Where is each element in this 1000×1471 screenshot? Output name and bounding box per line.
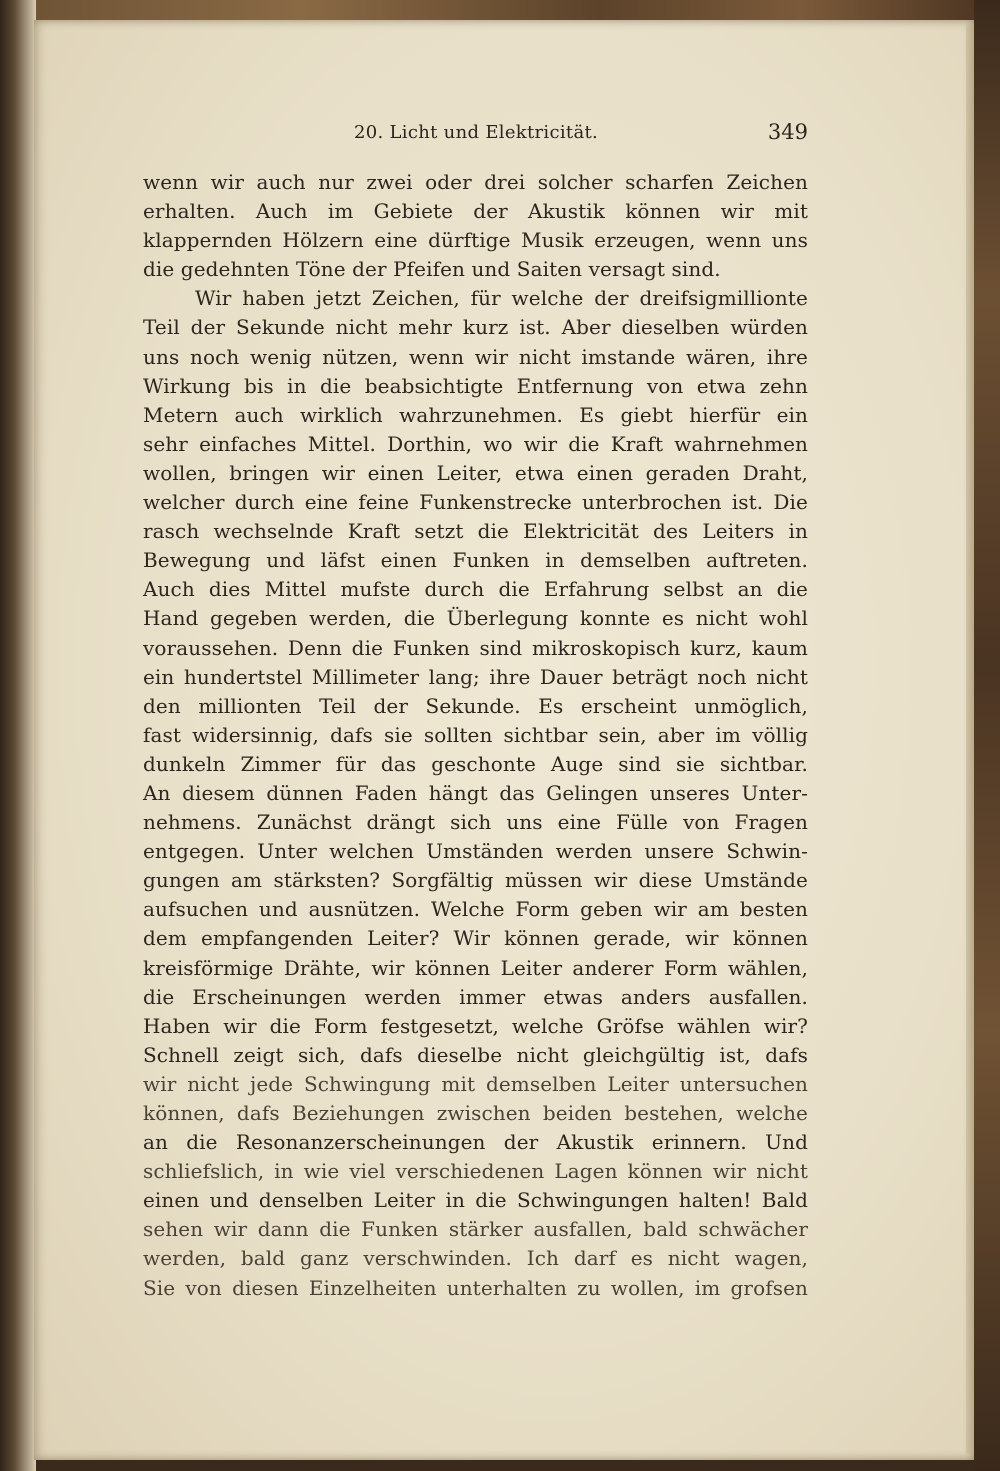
text-line: wollen, bringen wir einen Leiter, etwa einen geraden Draht, — [143, 460, 808, 485]
text-line: welcher durch eine feine Funkenstrecke unterbrochen ist. Die — [143, 490, 808, 515]
text-line: schliefslich, in wie viel verschiedenen Lagen können wir nicht — [143, 1159, 808, 1184]
text-line: dem empfangenden Leiter? Wir können gerade, wir können — [143, 926, 808, 951]
text-line: Auch dies Mittel mufste durch die Erfahrung selbst an die — [143, 577, 808, 602]
text-line: rasch wechselnde Kraft setzt die Elektricität des Leiters in — [143, 519, 808, 544]
text-line: gungen am stärksten? Sorgfältig müssen wir diese Umstände — [143, 868, 808, 893]
book-spine-left — [0, 0, 36, 1471]
text-line: an die Resonanzerscheinungen der Akustik erinnern. Und — [143, 1130, 808, 1155]
text-line: voraussehen. Denn die Funken sind mikroskopisch kurz, kaum — [143, 635, 808, 660]
text-line: sehr einfaches Mittel. Dorthin, wo wir die Kraft wahrnehmen — [143, 431, 808, 456]
text-line: können, dafs Beziehungen zwischen beiden bestehen, welche — [143, 1101, 808, 1125]
running-title: 20. Licht und Elektricität. — [354, 122, 599, 143]
page-number: 349 — [767, 120, 808, 144]
text-line: die Erscheinungen werden immer etwas anders ausfallen. — [143, 984, 808, 1009]
text-line: Hand gegeben werden, die Überlegung konnte es nicht wohl — [143, 606, 808, 631]
text-line: ein hundertstel Millimeter lang; ihre Dauer beträgt noch nicht — [143, 664, 808, 689]
running-head — [146, 118, 810, 148]
page-stack-edge — [966, 24, 974, 1454]
book-cover-edge-right — [974, 0, 1000, 1471]
text-line: An diesem dünnen Faden hängt das Gelingen unseres Unter- — [143, 780, 808, 805]
text-line: wir nicht jede Schwingung mit demselben Leiter untersuchen — [143, 1071, 808, 1096]
text-line: werden, bald ganz verschwinden. Ich darf es nicht wagen, — [143, 1246, 808, 1271]
text-line: kreisförmige Drähte, wir können Leiter anderer Form wählen, — [143, 955, 808, 980]
text-line: nehmens. Zunächst drängt sich uns eine Fülle von Fragen — [143, 810, 808, 835]
text-line: aufsuchen und ausnützen. Welche Form geben wir am besten — [143, 897, 808, 922]
text-line: Haben wir die Form festgesetzt, welche Gröfse wählen wir? — [143, 1013, 808, 1038]
text-line: fast widersinnig, dafs sie sollten sichtbar sein, aber im völlig — [143, 722, 808, 747]
text-line: Wir haben jetzt Zeichen, für welche der dreifsigmillionte — [195, 286, 808, 311]
text-line: uns noch wenig nützen, wenn wir nicht imstande wären, ihre — [143, 344, 808, 369]
text-line: Wirkung bis in die beabsichtigte Entfernung von etwa zehn — [143, 373, 808, 398]
text-line: entgegen. Unter welchen Umständen werden unsere Schwin- — [143, 839, 808, 864]
text-line: Teil der Sekunde nicht mehr kurz ist. Aber dieselben würden — [143, 315, 808, 340]
text-line: erhalten. Auch im Gebiete der Akustik können wir mit — [143, 199, 808, 224]
text-line: den millionten Teil der Sekunde. Es erscheint unmöglich, — [143, 693, 808, 718]
text-line: sehen wir dann die Funken stärker ausfallen, bald schwächer — [143, 1217, 808, 1242]
book-binding-top — [0, 0, 1000, 22]
text-line: wenn wir auch nur zwei oder drei solcher scharfen Zeichen — [143, 170, 808, 194]
text-line: dunkeln Zimmer für das geschonte Auge sind sie sichtbar. — [143, 751, 808, 776]
text-line: Sie von diesen Einzelheiten unterhalten zu wollen, im grofsen — [143, 1275, 808, 1300]
text-line: Bewegung und läfst einen Funken in demselben auftreten. — [143, 548, 808, 573]
text-line: die gedehnten Töne der Pfeifen und Saiten versagt sind. — [143, 257, 721, 282]
text-line: klappernden Hölzern eine dürftige Musik erzeugen, wenn uns — [143, 228, 808, 253]
text-line: Schnell zeigt sich, dafs dieselbe nicht gleichgültig ist, dafs — [143, 1042, 808, 1067]
text-line: Metern auch wirklich wahrzunehmen. Es giebt hierfür ein — [143, 402, 808, 427]
text-line: einen und denselben Leiter in die Schwingungen halten! Bald — [143, 1188, 808, 1213]
body-text — [143, 168, 808, 1303]
